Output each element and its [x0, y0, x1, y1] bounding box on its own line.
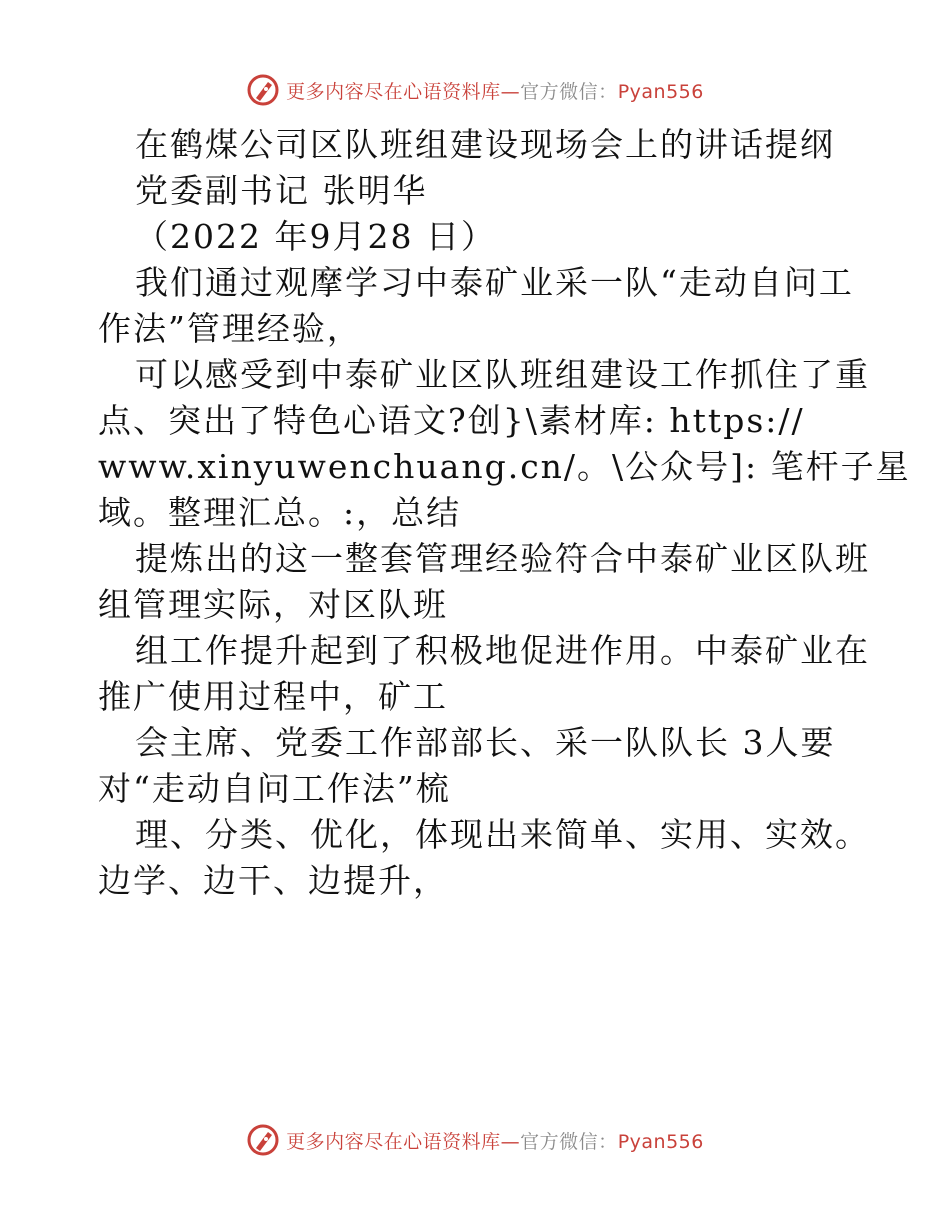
doc-date: （2022 年9月28 日）	[135, 217, 496, 256]
paragraph-line: 作法”管理经验，	[98, 309, 362, 348]
header-banner	[0, 70, 950, 110]
footer-banner	[0, 1120, 950, 1160]
paragraph-line: 推广使用过程中，矿工	[98, 677, 448, 716]
paragraph-line: www.xinyuwenchuang.cn/。\公众号]: 笔杆子星	[98, 447, 911, 486]
paragraph-line: 理、分类、优化，体现出来简单、实用、实效。	[135, 815, 870, 854]
logo-pen-icon	[246, 1123, 280, 1157]
doc-author: 党委副书记 张明华	[135, 171, 428, 210]
logo-pen-icon	[246, 73, 280, 107]
paragraph-line: 提炼出的这一整套管理经验符合中泰矿业区队班	[135, 539, 870, 578]
paragraph-line: 边学、边干、边提升，	[98, 861, 448, 900]
paragraph-line: 域。整理汇总。:，总结	[98, 493, 462, 532]
paragraph-line: 我们通过观摩学习中泰矿业采一队“走动自问工	[135, 263, 854, 302]
paragraph-line: 对“走动自问工作法”梳	[98, 769, 451, 808]
paragraph-line: 点、突出了特色心语文?创}\素材库: https://	[98, 401, 805, 440]
doc-title: 在鹤煤公司区队班组建设现场会上的讲话提纲	[135, 125, 835, 164]
paragraph-line: 组管理实际，对区队班	[98, 585, 448, 624]
banner-text: 更多内容尽在心语资料库—官方微信：Pyan556	[286, 1130, 704, 1153]
paragraph-line: 可以感受到中泰矿业区队班组建设工作抓住了重	[135, 355, 870, 394]
document-body	[98, 122, 911, 904]
paragraph-line: 组工作提升起到了积极地促进作用。中泰矿业在	[135, 631, 870, 670]
banner-text: 更多内容尽在心语资料库—官方微信：Pyan556	[286, 80, 704, 103]
paragraph-line: 会主席、党委工作部部长、采一队队长 3人要	[135, 723, 836, 762]
